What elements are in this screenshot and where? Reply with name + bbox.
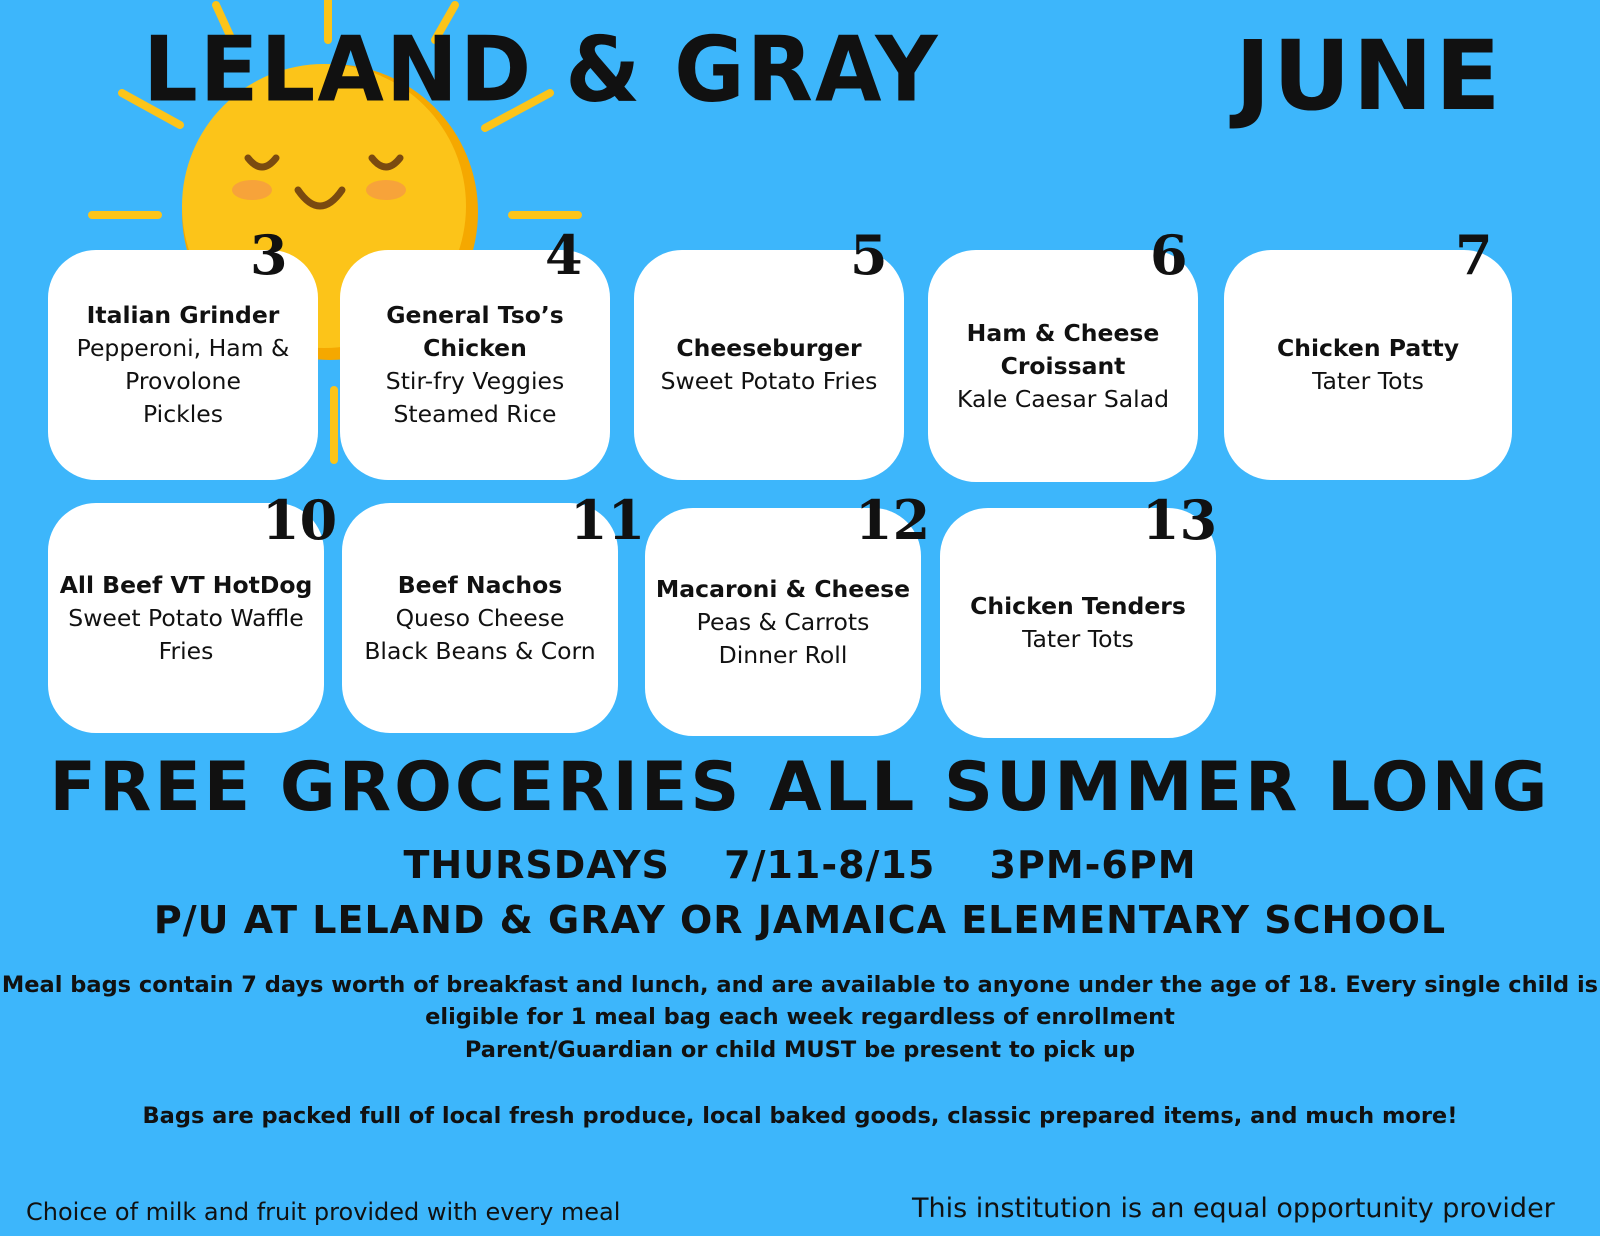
side-item: Peas & Carrots [696,607,870,636]
dish-name: Chicken [423,334,527,362]
dish-name: All Beef VT HotDog [59,570,313,599]
side-item: Steamed Rice [393,400,557,428]
day-number: 7 [1455,223,1493,287]
side-item: Sweet Potato Fries [660,367,878,395]
dish-name: Beef Nachos [397,570,563,599]
footer-left-note: Choice of milk and fruit provided with every meal [26,1198,621,1226]
side-item: Tater Tots [1022,625,1134,653]
dish-name: General Tso’s [386,301,564,329]
day-number: 11 [570,488,646,552]
dish-name: Macaroni & Cheese [655,574,911,603]
month-title: JUNE [1235,20,1503,132]
day-number: 4 [545,223,583,287]
groceries-headline: FREE GROCERIES ALL SUMMER LONG [49,748,1551,827]
side-item: Fries [158,636,214,665]
side-item: Pickles [143,400,223,428]
dish-name: Croissant [1000,351,1126,380]
day-number: 12 [855,488,931,552]
day-number: 13 [1142,488,1218,552]
footer-right-note: This institution is an equal opportunity provider [912,1193,1555,1224]
school-title: LELAND & GRAY [143,17,940,123]
day-number: 5 [850,223,888,287]
dish-name: Cheeseburger [676,334,862,362]
side-item: Stir-fry Veggies [385,367,565,395]
side-item: Dinner Roll [718,640,848,669]
pickup-times: THURSDAYS 7/11-8/15 3PM-6PM [403,843,1197,887]
day-number: 10 [262,488,338,552]
day-number: 6 [1150,223,1188,287]
side-item: Pepperoni, Ham & [76,334,290,362]
info-line: Bags are packed full of local fresh produce, local baked goods, classic prepared items, and much more! [142,1103,1458,1129]
side-item: Tater Tots [1312,367,1424,395]
side-item: Queso Cheese [395,603,565,632]
side-item: Sweet Potato Waffle [68,603,304,632]
dish-name: Italian Grinder [86,301,280,329]
day-number: 3 [250,223,288,287]
side-item: Kale Caesar Salad [956,384,1170,413]
info-line: Parent/Guardian or child MUST be present to pick up [464,1037,1136,1063]
dish-name: Ham & Cheese [966,318,1160,347]
info-line: Meal bags contain 7 days worth of breakfast and lunch, and are available to anyone under the age of 18. Every single child is [1,972,1599,998]
side-item: Provolone [125,367,241,395]
dish-name: Chicken Tenders [970,592,1186,620]
info-line: eligible for 1 meal bag each week regardless of enrollment [425,1004,1175,1030]
side-item: Black Beans & Corn [364,636,596,665]
dish-name: Chicken Patty [1276,334,1460,362]
pickup-location: P/U AT LELAND & GRAY OR JAMAICA ELEMENTARY SCHOOL [153,898,1447,942]
